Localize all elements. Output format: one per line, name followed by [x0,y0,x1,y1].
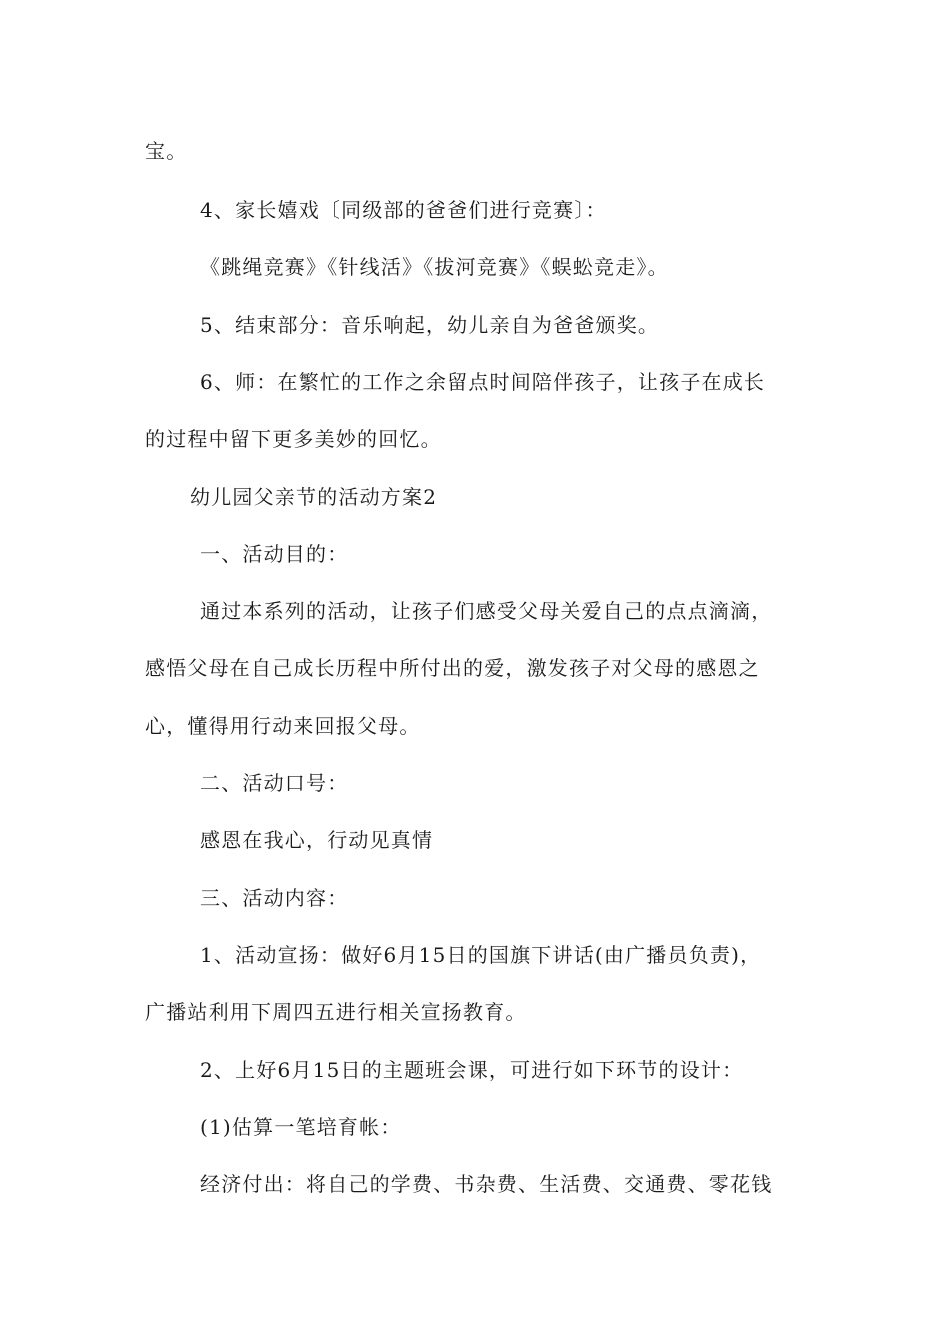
text-line: (1)估算一笔培育帐： [200,1115,402,1139]
text-line: 2、上好6月15日的主题班会课，可进行如下环节的设计： [200,1058,744,1082]
text-line: 广播站利用下周四五进行相关宣扬教育。 [145,1000,527,1024]
text-line: 心，懂得用行动来回报父母。 [145,714,421,738]
text-line: 感悟父母在自己成长历程中所付出的爱，激发孩子对父母的感恩之 [145,656,760,680]
heading: 一、活动目的： [200,542,349,566]
text-line: 《跳绳竞赛》《针线活》《拔河竞赛》《蜈蚣竞走》。 [200,255,669,279]
heading: 三、活动内容： [200,886,349,910]
text-line: 的过程中留下更多美妙的回忆。 [145,427,442,451]
text-line: 4、家长嬉戏〔同级部的爸爸们进行竞赛〕： [200,198,607,222]
text-line: 经济付出：将自己的学费、书杂费、生活费、交通费、零花钱 [200,1172,773,1196]
text-line: 6、师：在繁忙的工作之余留点时间陪伴孩子，让孩子在成长 [200,370,766,394]
text-line: 通过本系列的活动，让孩子们感受父母关爱自己的点点滴滴， [200,599,773,623]
heading: 二、活动口号： [200,771,349,795]
text-line: 感恩在我心，行动见真情 [200,828,434,852]
text-line: 5、结束部分：音乐响起，幼儿亲自为爸爸颁奖。 [200,313,660,337]
section-title: 幼儿园父亲节的活动方案2 [190,485,438,509]
text-line: 宝。 [145,139,188,163]
text-line: 1、活动宣扬：做好6月15日的国旗下讲话(由广播员负责)， [200,943,762,967]
